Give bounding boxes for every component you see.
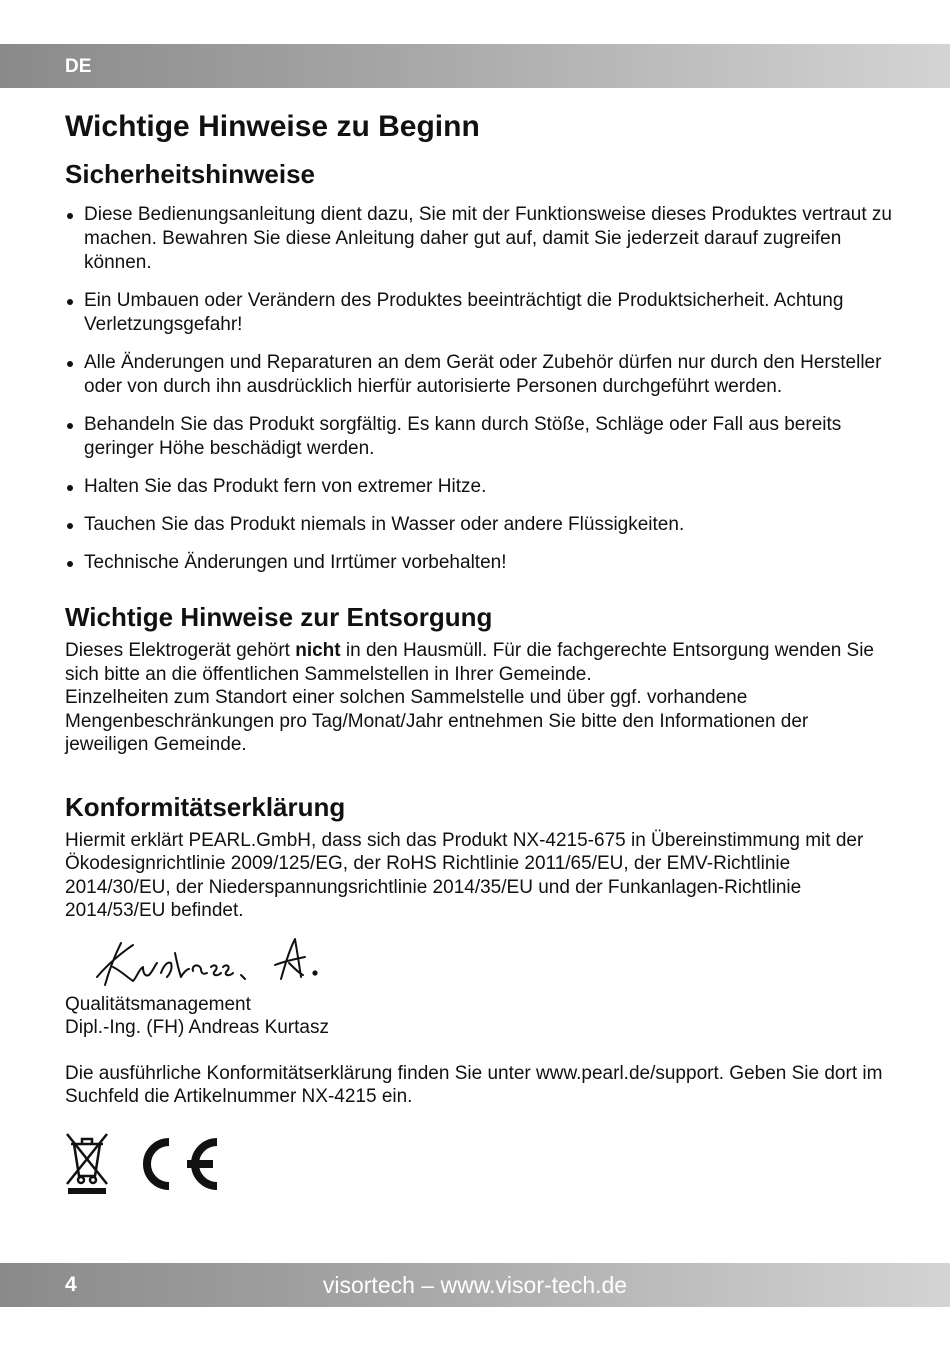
footer-site: visortech – www.visor-tech.de xyxy=(322,1272,628,1298)
ce-mark-icon xyxy=(125,1132,225,1196)
safety-list xyxy=(65,203,895,575)
disposal-bold-word: nicht xyxy=(295,640,341,661)
page-title: Wichtige Hinweise zu Beginn xyxy=(65,110,480,143)
safety-heading: Sicherheitshinweise xyxy=(65,159,315,189)
language-label: DE xyxy=(65,56,92,77)
header-bar xyxy=(0,44,950,88)
page-number: 4 xyxy=(65,1273,77,1296)
weee-bin-icon xyxy=(65,1132,109,1196)
page-content xyxy=(65,108,895,1199)
conformity-closing: Die ausführliche Konformitätserklärung finden Sie unter www.pearl.de/support. Geben Sie dort im Suchfeld die Artikelnummer NX-4215 ein. xyxy=(65,1062,883,1107)
disposal-text-part: in den Hausmüll. Für die fachgerechte Entsorgung wenden Sie sich bitte an die öffentlichen Sammelstellen in Ihrer Gemeinde. xyxy=(65,640,874,685)
disposal-heading: Wichtige Hinweise zur Entsorgung xyxy=(65,602,493,632)
signature-image xyxy=(91,933,331,993)
signer-name: Dipl.-Ing. (FH) Andreas Kurtasz xyxy=(65,1017,329,1038)
disposal-text-part: Dieses Elektrogerät gehört xyxy=(65,640,296,661)
certification-marks xyxy=(65,1129,895,1199)
list-item: Ein Umbauen oder Verändern des Produktes beeinträchtigt die Produktsicherheit. Achtung Verletzungsgefahr! xyxy=(65,289,895,337)
signature xyxy=(91,933,895,993)
list-item: Diese Bedienungsanleitung dient dazu, Sie mit der Funktionsweise dieses Produktes vertraut zu machen. Bewahren Sie diese Anleitung daher gut auf, damit Sie jederzeit darauf zugreifen können. xyxy=(65,203,895,275)
signer-role: Qualitätsmanagement xyxy=(65,993,251,1015)
list-item: Halten Sie das Produkt fern von extremer Hitze. xyxy=(65,475,895,499)
list-item: Tauchen Sie das Produkt niemals in Wasser oder andere Flüssigkeiten. xyxy=(65,513,895,537)
list-item: Behandeln Sie das Produkt sorgfältig. Es kann durch Stöße, Schläge oder Fall aus bereits geringer Höhe beschädigt werden. xyxy=(65,413,895,461)
conformity-paragraph: Hiermit erklärt PEARL.GmbH, dass sich das Produkt NX-4215-675 in Übereinstimmung mit der Ökodesignrichtlinie 2009/125/EG, der RoHS Richtlinie 2011/65/EU, der EMV-Richtlinie 2014/30/EU, der Niederspannungsrichtlinie 2014/35/EU und der Funkanlagen-Richtlinie 2014/53/EU befindet. xyxy=(65,829,864,921)
footer-bar xyxy=(0,1263,950,1307)
disposal-paragraph xyxy=(65,639,895,686)
disposal-paragraph-2: Einzelheiten zum Standort einer solchen Sammelstelle und über ggf. vorhandene Mengenbeschränkungen pro Tag/Monat/Jahr entnehmen Sie bitte den Informationen der jeweiligen Gemeinde. xyxy=(65,687,809,755)
list-item: Technische Änderungen und Irrtümer vorbehalten! xyxy=(65,551,895,575)
conformity-heading: Konformitätserklärung xyxy=(65,791,346,822)
list-item: Alle Änderungen und Reparaturen an dem Gerät oder Zubehör dürfen nur durch den Hersteller oder von durch ihn ausdrücklich hierfür autorisierte Personen durchgeführt werden. xyxy=(65,351,895,399)
